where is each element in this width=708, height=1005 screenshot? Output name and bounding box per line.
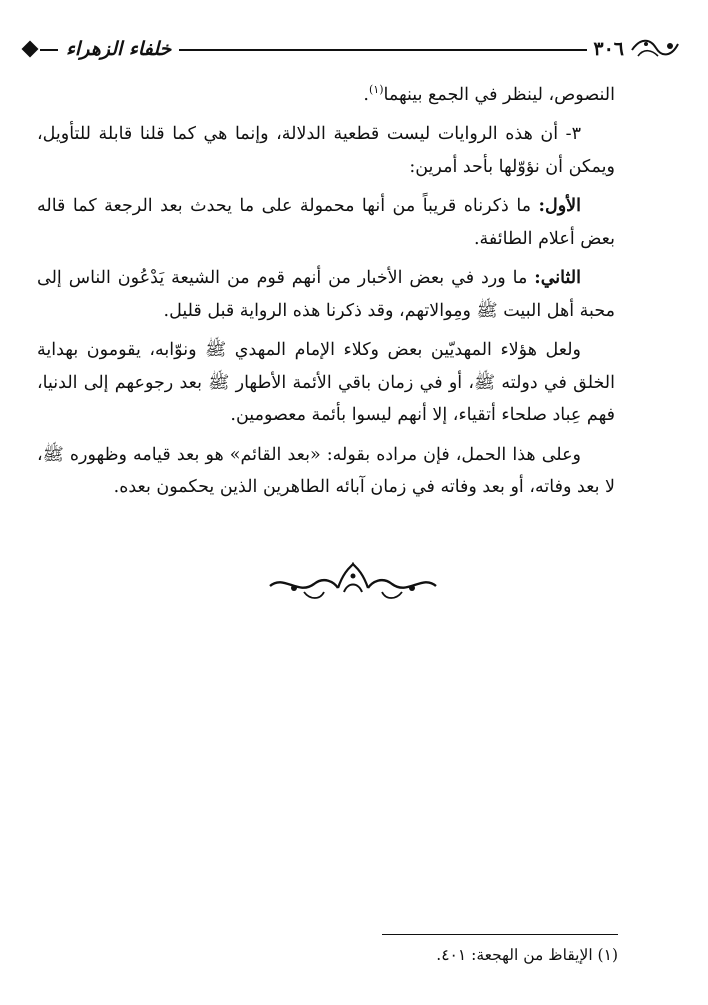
paragraph-text: النصوص، لينظر في الجمع بينهما [383,84,615,105]
paragraph-text: ولعل هؤلاء المهديّين بعض وكلاء الإمام المهدي ﷺ ونوّابه، يقومون بهداية الخلق في دولته ﷺ، أو في زمان باقي الأئمة الأطهار ﷺ بعد رجوعهم إلى الدنيا، فهم عِباد صلحاء أتقياء، إلا أنهم ليسوا بأئمة معصومين. [37,340,615,426]
paragraph-1 [37,74,615,111]
footnote-reference: (١) [369,83,384,96]
page-header [28,34,682,66]
running-book-title: خلفاء الزهراء [58,35,179,63]
paragraph-5 [37,334,615,432]
footnote-rule [382,934,618,935]
paragraph-6 [37,439,615,504]
paragraph-text: ٣- أن هذه الروايات ليست قطعية الدلالة، وإنما هي كما قلنا قابلة للتأويل، ويمكن أن نؤوّلها بأحد أمرين: [37,124,615,177]
paragraph-lead: الأول: [538,196,581,217]
paragraph-text: وعلى هذا الحمل، فإن مراده بقوله: «بعد القائم» هو بعد قيامه وظهوره ﷺ، لا بعد وفاته، أو بعد وفاته في زمان آبائه الطاهرين الذين يحكمون بعده. [37,444,615,498]
body-text [37,74,615,511]
footnote: (١) الإيقاظ من الهجعة: ٤٠١. [436,946,618,964]
diamond-ornament-icon [22,41,39,58]
corner-ornament-icon [628,34,682,64]
section-divider-icon [264,562,442,606]
paragraph-3 [37,190,615,255]
paragraph-text: ما ورد في بعض الأخبار من أنهم قوم من الشيعة يَدْعُون الناس إلى محبة أهل البيت ﷺ ومِوالاتهم، وقد ذكرنا هذه الرواية قبل قليل. [37,268,615,321]
paragraph-text: ما ذكرناه قريباً من أنها محمولة على ما يحدث بعد الرجعة كما قاله بعض أعلام الطائفة. [37,196,615,249]
paragraph-lead: الثاني: [534,268,581,289]
paragraph-tail: . [363,84,369,105]
page-number: ٣٠٦ [587,36,630,62]
paragraph-4 [37,262,615,327]
paragraph-2 [37,118,615,183]
